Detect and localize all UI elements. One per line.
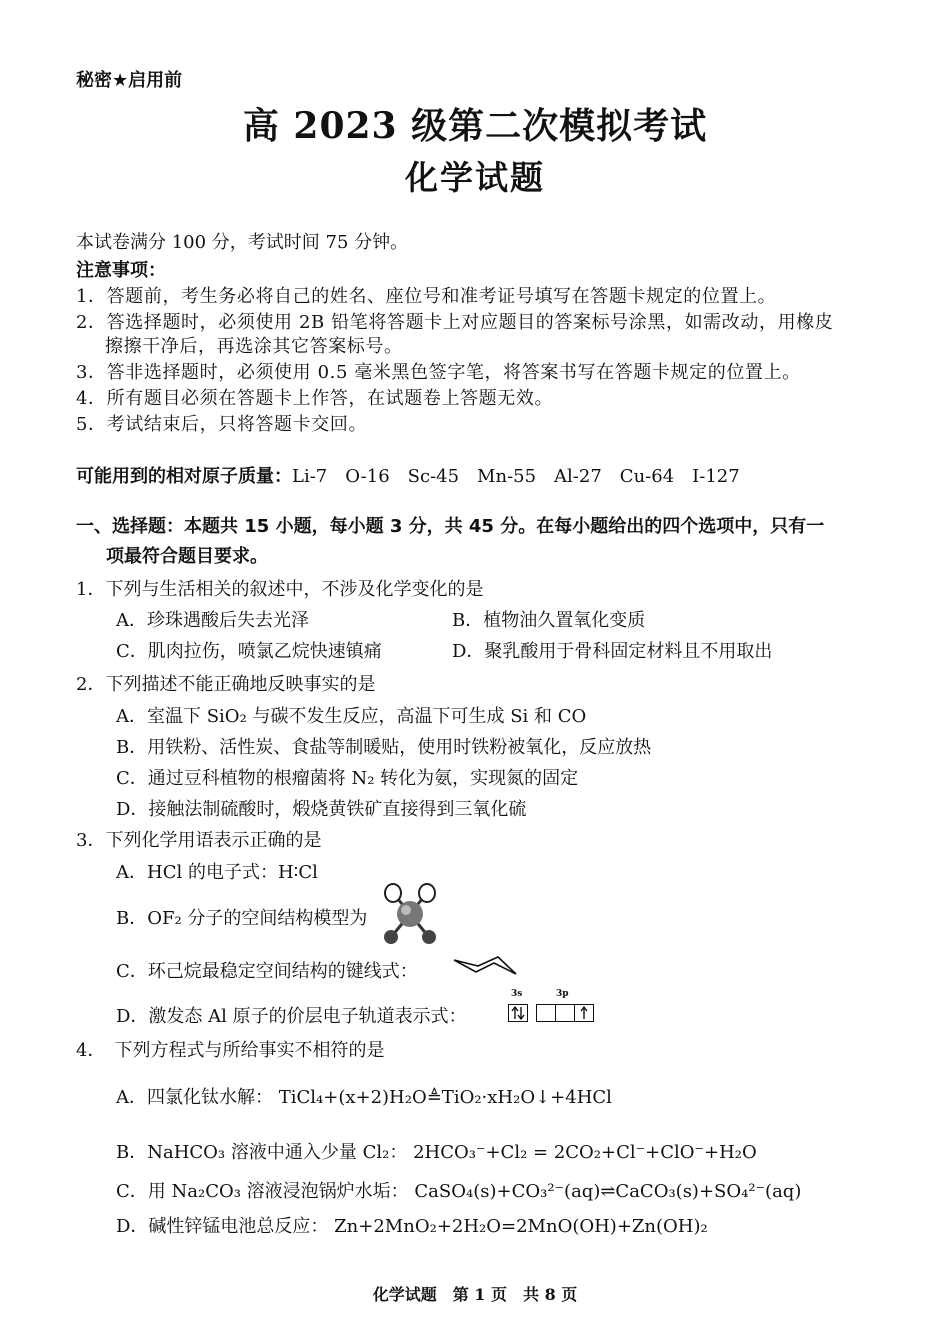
cyclohexane-chair-icon bbox=[452, 952, 518, 978]
note-item: 4．所有题目必须在答题卡上作答，在试题卷上答题无效。 bbox=[76, 388, 554, 409]
q1-option-d: D．聚乳酸用于骨科固定材料且不用取出 bbox=[452, 641, 773, 662]
atomic-masses bbox=[76, 462, 740, 488]
page-footer: 化学试题 第 1 页 共 8 页 bbox=[372, 1285, 578, 1304]
q3-option-c: C．环己烷最稳定空间结构的键线式： bbox=[116, 961, 418, 982]
q4-option-c-equation: CaSO₄(s)+CO₃²⁻(aq)⇌CaCO₃(s)+SO₄²⁻(aq) bbox=[414, 1181, 802, 1202]
secret-label: 秘密★启用前 bbox=[76, 70, 183, 91]
orbital-3s-box bbox=[508, 1004, 528, 1022]
q4-option-d-label: D．碱性锌锰电池总反应： bbox=[116, 1216, 329, 1237]
q4-option-a bbox=[116, 1083, 612, 1109]
q2-option-b: B．用铁粉、活性炭、食盐等制暖贴，使用时铁粉被氧化，反应放热 bbox=[116, 737, 652, 758]
q4-option-c-label: C．用 Na₂CO₃ 溶液浸泡锅炉水垢： bbox=[116, 1181, 409, 1202]
q4-stem: 4． 下列方程式与所给事实不相符的是 bbox=[76, 1040, 385, 1061]
q2-option-c: C．通过豆科植物的根瘤菌将 N₂ 转化为氨，实现氮的固定 bbox=[116, 768, 579, 789]
orbital-3s-label: 3s bbox=[511, 989, 523, 999]
orbital-3p-label: 3p bbox=[556, 989, 569, 999]
q3-option-b: B．OF₂ 分子的空间结构模型为 bbox=[116, 908, 368, 929]
note-item: 1．答题前，考生务必将自己的姓名、座位号和准考证号填写在答题卡规定的位置上。 bbox=[76, 286, 777, 307]
note-item: 擦擦干净后，再选涂其它答案标号。 bbox=[105, 336, 403, 357]
score-time: 本试卷满分 100 分，考试时间 75 分钟。 bbox=[76, 232, 409, 253]
q2-option-a: A．室温下 SiO₂ 与碳不发生反应，高温下可生成 Si 和 CO bbox=[116, 706, 587, 727]
q3-option-d: D．激发态 Al 原子的价层电子轨道表示式： bbox=[116, 1006, 467, 1027]
orbital-3p-box bbox=[536, 1004, 556, 1022]
q1-option-a: A．珍珠遇酸后失去光泽 bbox=[116, 610, 309, 631]
paired-electrons-icon bbox=[509, 1005, 527, 1021]
q1-stem: 1．下列与生活相关的叙述中，不涉及化学变化的是 bbox=[76, 579, 484, 600]
q4-option-a-equation: TiCl₄+(x+2)H₂O≜TiO₂·xH₂O↓+4HCl bbox=[278, 1087, 612, 1108]
q4-option-c bbox=[116, 1177, 801, 1203]
q3-option-a: A．HCl 的电子式：H∶Cl bbox=[116, 862, 318, 883]
orbital-3p-box bbox=[574, 1004, 594, 1022]
exam-subtitle: 化学试题 bbox=[405, 158, 545, 197]
q3-stem: 3．下列化学用语表示正确的是 bbox=[76, 830, 322, 851]
of2-molecule-model-icon bbox=[380, 880, 440, 946]
q4-option-d-equation: Zn+2MnO₂+2H₂O=2MnO(OH)+Zn(OH)₂ bbox=[334, 1216, 708, 1237]
exam-title: 高 2023 级第二次模拟考试 bbox=[242, 105, 708, 147]
section-heading: 一、选择题：本题共 15 小题，每小题 3 分，共 45 分。在每小题给出的四个选项中，只有一 bbox=[76, 516, 825, 537]
note-item: 5．考试结束后，只将答题卡交回。 bbox=[76, 414, 368, 435]
q4-option-b-label: B．NaHCO₃ 溶液中通入少量 Cl₂： bbox=[116, 1142, 408, 1163]
section-heading-cont: 项最符合题目要求。 bbox=[106, 546, 268, 567]
q2-stem: 2．下列描述不能正确地反映事实的是 bbox=[76, 674, 376, 695]
q4-option-b bbox=[116, 1138, 757, 1164]
atomic-masses-label: 可能用到的相对原子质量： bbox=[76, 466, 292, 487]
q2-option-d: D．接触法制硫酸时，煅烧黄铁矿直接得到三氧化硫 bbox=[116, 799, 527, 820]
q4-option-a-label: A．四氯化钛水解： bbox=[116, 1087, 273, 1108]
single-electron-icon bbox=[575, 1005, 593, 1021]
atomic-masses-values: Li-7 O-16 Sc-45 Mn-55 Al-27 Cu-64 I-127 bbox=[292, 466, 740, 487]
note-item: 3．答非选择题时，必须使用 0.5 毫米黑色签字笔，将答案书写在答题卡规定的位置上。 bbox=[76, 362, 801, 383]
q1-option-b: B．植物油久置氧化变质 bbox=[452, 610, 646, 631]
q4-option-b-equation: 2HCO₃⁻+Cl₂ = 2CO₂+Cl⁻+ClO⁻+H₂O bbox=[413, 1142, 757, 1163]
orbital-3p-box bbox=[555, 1004, 575, 1022]
q4-option-d bbox=[116, 1212, 708, 1238]
notes-title: 注意事项： bbox=[76, 260, 166, 281]
note-item: 2．答选择题时，必须使用 2B 铅笔将答题卡上对应题目的答案标号涂黑，如需改动，用橡皮 bbox=[76, 312, 834, 333]
q1-option-c: C．肌肉拉伤，喷氯乙烷快速镇痛 bbox=[116, 641, 382, 662]
